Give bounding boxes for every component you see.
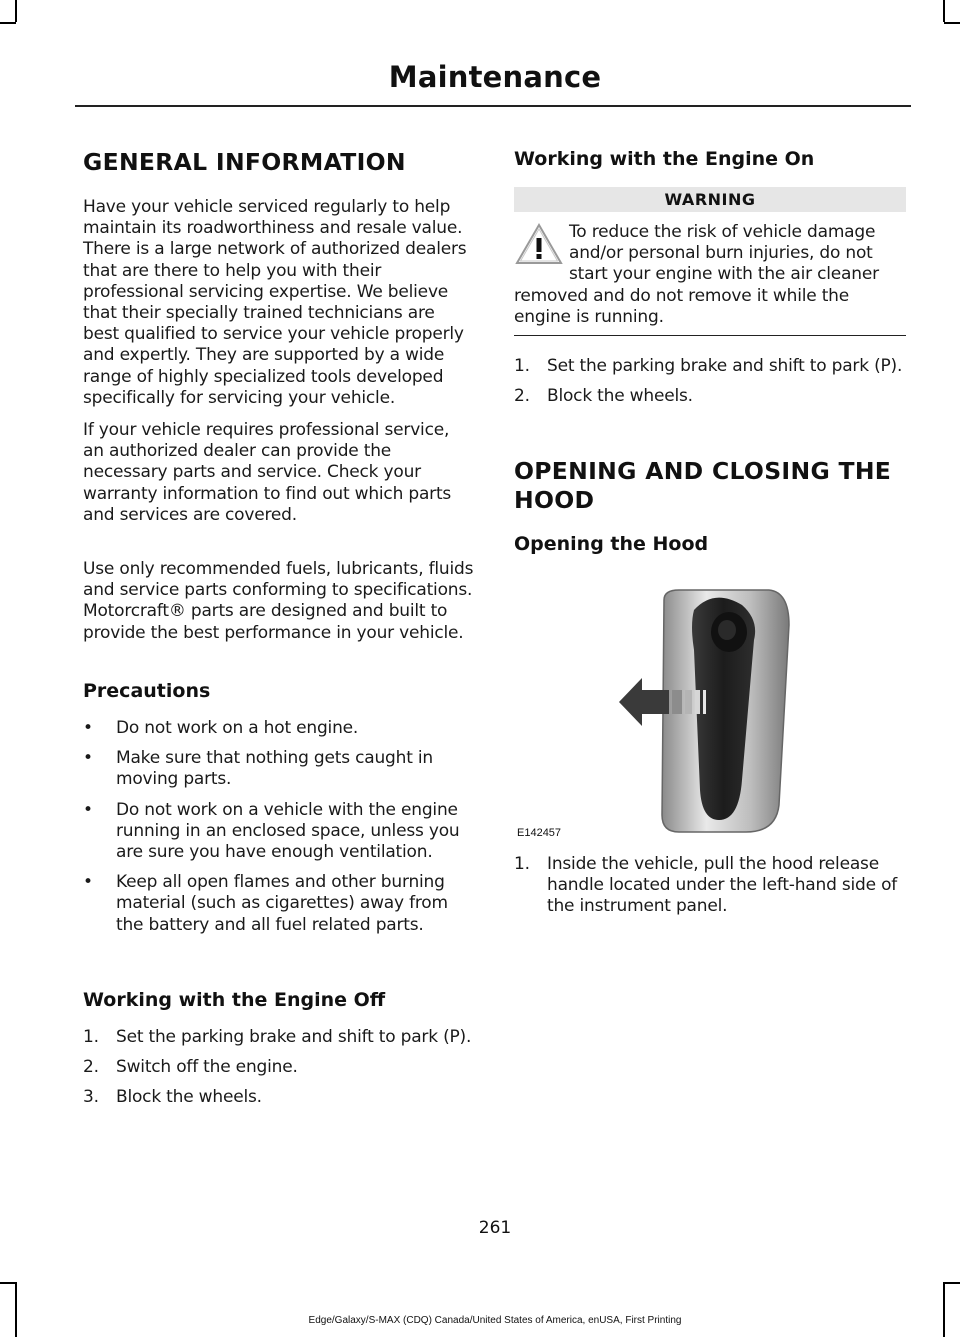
crop-mark (944, 22, 960, 24)
crop-mark (943, 1282, 945, 1337)
warning-divider (514, 335, 906, 336)
crop-mark (0, 22, 16, 24)
list-item: 1. Set the parking brake and shift to park (P). (514, 356, 903, 376)
list-item: 3. Block the wheels. (83, 1087, 262, 1108)
engine-on-steps (514, 356, 906, 416)
crop-mark (944, 1282, 960, 1284)
footer-text: Edge/Galaxy/S-MAX (CDQ) Canada/United States of America, enUSA, First Printing (308, 1315, 682, 1326)
engine-off-steps (83, 1027, 475, 1118)
list-item: • Do not work on a hot engine. (83, 718, 359, 738)
crop-mark (0, 1282, 16, 1284)
warning-banner: WARNING (514, 187, 906, 212)
crop-mark (943, 0, 945, 22)
hood-release-handle-illustration (514, 580, 906, 842)
crop-mark (15, 1282, 17, 1337)
list-item: 1. Inside the vehicle, pull the hood release handle located under the left-hand side of the instrument panel. (514, 854, 898, 917)
hood-steps (514, 854, 906, 927)
list-item: 1. Set the parking brake and shift to park (P). (83, 1027, 472, 1047)
general-information-heading: GENERAL INFORMATION (83, 148, 406, 176)
general-info-paragraph-2: If your vehicle requires professional service, an authorized dealer can provide the necessary parts and service. Check your warranty information to find out which parts and services are covered. (83, 420, 452, 525)
engine-on-heading: Working with the Engine On (514, 148, 815, 170)
opening-hood-heading: Opening the Hood (514, 533, 709, 555)
general-info-paragraph-1: Have your vehicle serviced regularly to help maintain its roadworthiness and resale value. There is a large network of authorized dealers that are there to help you with their professional servicing expertise. We believe that their specially trained technicians are best qualified to service your vehicle properly and expertly. They are supported by a wide range of highly specialized tools developed specifically for servicing your vehicle. (83, 197, 467, 408)
page-title: Maintenance (388, 60, 602, 94)
hood-heading-line-1: OPENING AND CLOSING THE (514, 457, 892, 485)
hood-release-figure (514, 580, 906, 842)
engine-off-heading: Working with the Engine Off (83, 989, 386, 1011)
list-item: 2. Block the wheels. (514, 386, 693, 407)
hood-heading-line-2: HOOD (514, 486, 595, 514)
warning-icon (514, 222, 569, 268)
figure-code: E142457 (517, 827, 562, 839)
crop-mark (15, 0, 17, 22)
list-item: • Make sure that nothing gets caught in moving parts. (83, 748, 433, 790)
page-number: 261 (478, 1218, 512, 1238)
warning-text: To reduce the risk of vehicle damage and/or personal burn injuries, do not start your engine with the air cleaner removed and do not remove it while the engine is running. (514, 222, 879, 327)
list-item: 2. Switch off the engine. (83, 1057, 298, 1078)
general-info-paragraph-3: Use only recommended fuels, lubricants, fluids and service parts conforming to specifications. Motorcraft® parts are designed and built to provide the best performance in your vehicle. (83, 559, 474, 643)
list-item: • Keep all open flames and other burning material (such as cigarettes) away from the battery and all fuel related parts. (83, 872, 448, 935)
header-divider (75, 105, 911, 107)
precautions-heading: Precautions (83, 680, 211, 702)
precautions-list (83, 718, 475, 945)
list-item: • Do not work on a vehicle with the engine running in an enclosed space, unless you are sure you have enough ventilation. (83, 799, 460, 863)
